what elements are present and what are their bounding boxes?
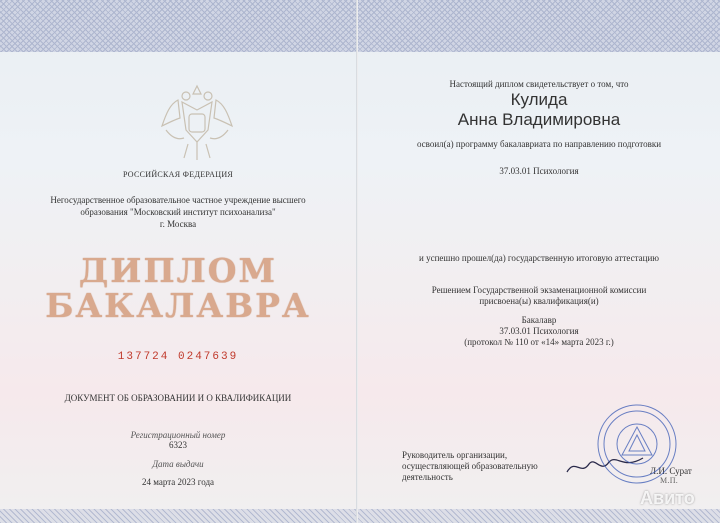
- head-name: Л.И. Сурат: [650, 466, 692, 476]
- holder-surname: Кулида: [510, 90, 568, 109]
- diploma-title-line-2: БАКАЛАВРА: [45, 286, 311, 325]
- institution-line-1: Негосударственное образовательное частное учреждение высшего: [50, 195, 306, 205]
- institution-line-2: образования "Московский институт психоанализа": [80, 207, 276, 217]
- city-label: г. Москва: [159, 219, 197, 229]
- serial-number: 137724 0247639: [117, 351, 239, 363]
- ornamental-border-bottom: [0, 509, 720, 523]
- registration-label: Регистрационный номер: [130, 430, 226, 440]
- protocol-text: (протокол № 110 от «14» марта 2023 г.): [464, 337, 614, 347]
- qualification-program: 37.03.01 Психология: [499, 326, 579, 336]
- program-mastered-text: освоил(а) программу бакалавриата по направлению подготовки: [416, 139, 662, 149]
- seal-place-label: М.П.: [660, 476, 679, 485]
- document-type: ДОКУМЕНТ ОБ ОБРАЗОВАНИИ И О КВАЛИФИКАЦИИ: [64, 393, 292, 403]
- country-label: РОССИЙСКАЯ ФЕДЕРАЦИЯ: [122, 170, 234, 179]
- issue-date: 24 марта 2023 года: [141, 477, 215, 487]
- ornamental-border-top: [0, 0, 720, 52]
- head-of-organization-line-1: Руководитель организации,: [402, 450, 508, 460]
- diploma-title-line-1: ДИПЛОМ: [78, 251, 278, 290]
- program-name: 37.03.01 Психология: [499, 166, 579, 176]
- attestation-text: и успешно прошел(да) государственную итоговую аттестацию: [419, 253, 659, 263]
- registration-number: 6323: [169, 440, 187, 450]
- decision-line-2: присвоена(ы) квалификация(и): [479, 296, 599, 306]
- head-of-organization-line-3: деятельность: [402, 472, 453, 482]
- head-of-organization-line-2: осуществляющей образовательную: [402, 461, 538, 471]
- intro-text: Настоящий диплом свидетельствует о том, что: [449, 79, 629, 89]
- avito-watermark: Авито: [640, 488, 695, 508]
- issue-date-label: Дата выдачи: [152, 459, 204, 469]
- qualification-title: Бакалавр: [521, 315, 557, 325]
- holder-given-names: Анна Владимировна: [457, 110, 621, 129]
- decision-line-1: Решением Государственной экзаменационной комиссии: [431, 285, 647, 295]
- official-seal-stamp: [596, 403, 678, 485]
